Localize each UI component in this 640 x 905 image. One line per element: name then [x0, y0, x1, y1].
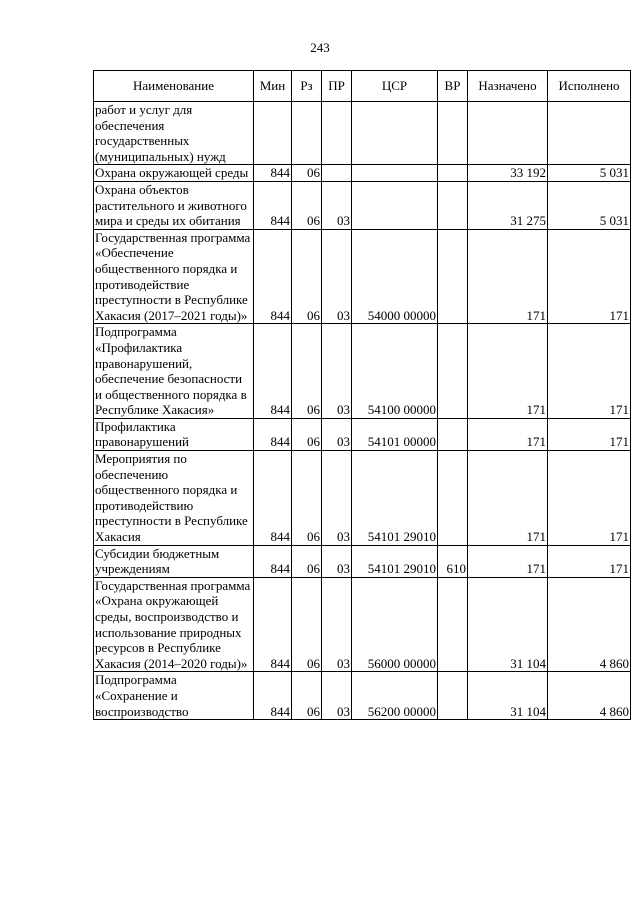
- row-csr: [352, 165, 438, 182]
- row-name: Подпрограмма «Профилактика правонарушений, обеспечение безопасности и общественного порядка в Республике Хакасия»: [94, 324, 254, 419]
- row-name: Охрана объектов растительного и животного мира и среды их обитания: [94, 181, 254, 229]
- row-rz: 06: [292, 418, 322, 450]
- row-pr: 03: [322, 545, 352, 577]
- row-min: 844: [254, 229, 292, 324]
- row-vr: [438, 181, 468, 229]
- row-naznacheno: 171: [468, 451, 548, 546]
- row-vr: [438, 451, 468, 546]
- row-csr: 54101 29010: [352, 451, 438, 546]
- header-csr: ЦСР: [352, 71, 438, 102]
- row-csr: [352, 102, 438, 165]
- budget-table: [93, 70, 631, 720]
- row-name: Государственная программа «Охрана окружающей среды, воспроизводство и использование природных ресурсов в Республике Хакасия (2014–2020 годы)»: [94, 577, 254, 672]
- row-min: [254, 102, 292, 165]
- row-rz: [292, 102, 322, 165]
- row-pr: [322, 165, 352, 182]
- row-vr: [438, 672, 468, 720]
- header-naznacheno: Назначено: [468, 71, 548, 102]
- row-pr: 03: [322, 229, 352, 324]
- row-pr: 03: [322, 672, 352, 720]
- row-csr: 54100 00000: [352, 324, 438, 419]
- row-csr: 56000 00000: [352, 577, 438, 672]
- row-ispolneno: 5 031: [548, 181, 631, 229]
- row-name: Государственная программа «Обеспечение общественного порядка и противодействие преступности в Республике Хакасия (2017–2021 годы)»: [94, 229, 254, 324]
- row-vr: [438, 165, 468, 182]
- row-min: 844: [254, 672, 292, 720]
- table-row: [94, 672, 631, 720]
- row-naznacheno: 31 275: [468, 181, 548, 229]
- row-rz: 06: [292, 451, 322, 546]
- row-rz: 06: [292, 324, 322, 419]
- row-csr: [352, 181, 438, 229]
- row-vr: [438, 324, 468, 419]
- row-naznacheno: 171: [468, 324, 548, 419]
- row-min: 844: [254, 545, 292, 577]
- row-naznacheno: 171: [468, 229, 548, 324]
- table-row: [94, 577, 631, 672]
- table-row: [94, 229, 631, 324]
- row-name: Мероприятия по обеспечению общественного порядка и противодействию преступности в Республике Хакасия: [94, 451, 254, 546]
- page-number: 243: [310, 40, 330, 55]
- row-csr: 54101 29010: [352, 545, 438, 577]
- row-ispolneno: 171: [548, 451, 631, 546]
- header-vr: ВР: [438, 71, 468, 102]
- row-naznacheno: [468, 102, 548, 165]
- table-row: [94, 181, 631, 229]
- row-ispolneno: 171: [548, 229, 631, 324]
- row-ispolneno: [548, 102, 631, 165]
- table-row: [94, 545, 631, 577]
- row-min: 844: [254, 165, 292, 182]
- table-header-row: [94, 71, 631, 102]
- row-pr: 03: [322, 181, 352, 229]
- row-min: 844: [254, 418, 292, 450]
- row-pr: [322, 102, 352, 165]
- row-ispolneno: 4 860: [548, 577, 631, 672]
- row-rz: 06: [292, 229, 322, 324]
- row-pr: 03: [322, 451, 352, 546]
- header-min: Мин: [254, 71, 292, 102]
- header-pr: ПР: [322, 71, 352, 102]
- row-vr: [438, 577, 468, 672]
- row-csr: 54101 00000: [352, 418, 438, 450]
- row-rz: 06: [292, 672, 322, 720]
- table-row: [94, 418, 631, 450]
- row-pr: 03: [322, 577, 352, 672]
- row-vr: [438, 102, 468, 165]
- header-ispolneno: Исполнено: [548, 71, 631, 102]
- row-name: Профилактика правонарушений: [94, 418, 254, 450]
- row-vr: 610: [438, 545, 468, 577]
- row-ispolneno: 171: [548, 324, 631, 419]
- row-name: Охрана окружающей среды: [94, 165, 254, 182]
- row-min: 844: [254, 451, 292, 546]
- row-naznacheno: 171: [468, 418, 548, 450]
- row-name: Субсидии бюджетным учреждениям: [94, 545, 254, 577]
- row-ispolneno: 5 031: [548, 165, 631, 182]
- row-min: 844: [254, 181, 292, 229]
- row-pr: 03: [322, 418, 352, 450]
- header-name: Наименование: [94, 71, 254, 102]
- row-ispolneno: 171: [548, 418, 631, 450]
- row-rz: 06: [292, 577, 322, 672]
- row-rz: 06: [292, 545, 322, 577]
- table-row: [94, 165, 631, 182]
- row-pr: 03: [322, 324, 352, 419]
- row-csr: 54000 00000: [352, 229, 438, 324]
- row-rz: 06: [292, 181, 322, 229]
- table-row: [94, 451, 631, 546]
- row-naznacheno: 31 104: [468, 672, 548, 720]
- row-vr: [438, 229, 468, 324]
- row-rz: 06: [292, 165, 322, 182]
- row-ispolneno: 4 860: [548, 672, 631, 720]
- table-row: [94, 324, 631, 419]
- row-csr: 56200 00000: [352, 672, 438, 720]
- row-min: 844: [254, 324, 292, 419]
- row-min: 844: [254, 577, 292, 672]
- row-naznacheno: 33 192: [468, 165, 548, 182]
- row-ispolneno: 171: [548, 545, 631, 577]
- row-name: работ и услуг для обеспечения государственных (муниципальных) нужд: [94, 102, 254, 165]
- row-vr: [438, 418, 468, 450]
- table-row: [94, 102, 631, 165]
- row-naznacheno: 31 104: [468, 577, 548, 672]
- row-naznacheno: 171: [468, 545, 548, 577]
- row-name: Подпрограмма «Сохранение и воспроизводство: [94, 672, 254, 720]
- header-rz: Рз: [292, 71, 322, 102]
